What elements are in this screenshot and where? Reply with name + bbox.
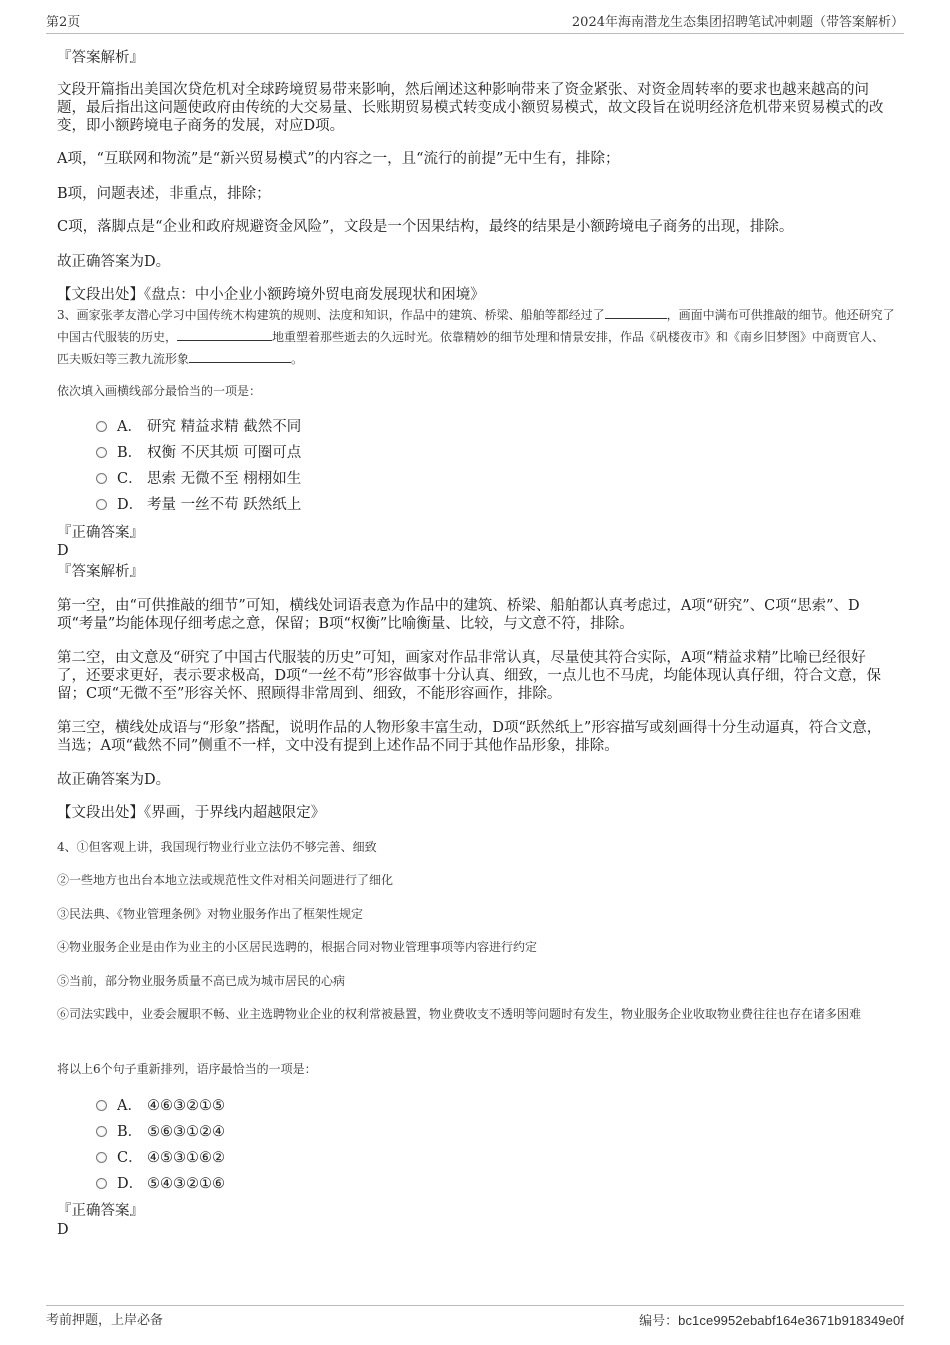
analysis-blank-2: 第二空，由文意及“研究了中国古代服装的历史”可知，画家对作品非常认真，尽量使其符合实际，A项“精益求精”比喻已经很好了，还要求更好，表示要求极高，D项“一丝不苟”形容做事十分认真、细致，一点儿也不马虎，均能体现认真仔细，符合文意，保留；C项“无微不至”形容关怀、照顾得非常周到、细致，不能形容画作，排除。 [57, 650, 881, 702]
question-4-sentence-3: ③民法典、《物业管理条例》对物业服务作出了框架性规定 [57, 907, 364, 921]
footer-slogan: 考前押题，上岸必备 [46, 1313, 164, 1328]
conclusion: 故正确答案为D。 [57, 254, 171, 270]
question-4-sentence-2: ②一些地方也出台本地立法或规范性文件对相关问题进行了细化 [57, 873, 394, 887]
page-header [46, 14, 904, 34]
q3-option-b[interactable]: B． 权衡 不厌其烦 可圈可点 [96, 444, 301, 462]
q4-option-c[interactable]: C． ④⑤③①⑥② [96, 1149, 225, 1167]
radio-icon[interactable] [96, 447, 107, 458]
q3-option-c[interactable]: C． 思索 无微不至 栩栩如生 [96, 470, 301, 488]
analysis-blank-1: 第一空，由“可供推敲的细节”可知，横线处词语表意为作品中的建筑、桥梁、船舶都认真考虑过，A项“研究”、C项“思索”、D项“考量”均能体现仔细考虑之意，保留；B项“权衡”比喻衡量、比较，与文意不符，排除。 [57, 598, 860, 632]
question-4-sentence-1: 4、①但客观上讲，我国现行物业行业立法仍不够完善、细致 [57, 840, 377, 854]
q3-option-a[interactable]: A． 研究 精益求精 截然不同 [96, 418, 301, 436]
source-citation: 【文段出处】《界画，于界线内超越限定》 [57, 805, 326, 821]
analysis-option-c: C项，落脚点是“企业和政府规避资金风险”，文段是一个因果结构，最终的结果是小额跨境电子商务的出现，排除。 [57, 219, 794, 235]
fill-blank [605, 306, 667, 319]
document-title: 2024年海南潜龙生态集团招聘笔试冲刺题（带答案解析） [571, 15, 904, 30]
radio-icon[interactable] [96, 473, 107, 484]
question-3-prompt: 依次填入画横线部分最恰当的一项是： [57, 384, 262, 398]
question-4-prompt: 将以上6个句子重新排列，语序最恰当的一项是： [57, 1062, 317, 1076]
page-number: 第2页 [46, 15, 81, 30]
radio-icon[interactable] [96, 499, 107, 510]
fill-blank [189, 350, 291, 363]
question-4-sentence-6: ⑥司法实践中，业委会履职不畅、业主选聘物业企业的权利常被悬置，物业费收支不透明等问题时有发生，物业服务企业收取物业费往往也存在诸多困难 [57, 1007, 862, 1021]
analysis-tag: 『答案解析』 [57, 50, 144, 66]
question-4-sentence-4: ④物业服务企业是由作为业主的小区居民选聘的，根据合同对物业管理事项等内容进行约定 [57, 940, 538, 954]
analysis-paragraph: 文段开篇指出美国次贷危机对全球跨境贸易带来影响，然后阐述这种影响带来了资金紧张、对资金周转率的要求也越来越高的问题，最后指出这问题使政府由传统的大交易量、长账期贸易模式转变成小额贸易模式，故文段旨在说明经济危机带来贸易模式的改变，即小额跨境电子商务的发展，对应D项。 [57, 82, 884, 134]
question-4-sentence-5: ⑤当前，部分物业服务质量不高已成为城市居民的心病 [57, 974, 346, 988]
correct-answer-tag: 『正确答案』 [57, 1203, 144, 1219]
radio-icon[interactable] [96, 1178, 107, 1189]
page-footer [46, 1305, 904, 1329]
q4-option-d[interactable]: D． ⑤④③②①⑥ [96, 1175, 225, 1193]
correct-answer: D [57, 1222, 69, 1238]
radio-icon[interactable] [96, 1100, 107, 1111]
conclusion: 故正确答案为D。 [57, 772, 171, 788]
analysis-option-b: B项，问题表述，非重点，排除； [57, 186, 271, 202]
radio-icon[interactable] [96, 1152, 107, 1163]
radio-icon[interactable] [96, 421, 107, 432]
analysis-blank-3: 第三空，横线处成语与“形象”搭配，说明作品的人物形象丰富生动，D项“跃然纸上”形容描写或刻画得十分生动逼真，符合文意，当选；A项“截然不同”侧重不一样，文中没有提到上述作品不同于其他作品形象，排除。 [57, 720, 882, 754]
q3-option-d[interactable]: D． 考量 一丝不苟 跃然纸上 [96, 496, 301, 514]
q4-option-b[interactable]: B． ⑤⑥③①②④ [96, 1123, 225, 1141]
fill-blank [177, 328, 272, 341]
analysis-option-a: A项，“互联网和物流”是“新兴贸易模式”的内容之一，且“流行的前提”无中生有，排除； [57, 151, 620, 167]
q4-option-a[interactable]: A． ④⑥③②①⑤ [96, 1097, 225, 1115]
correct-answer: D [57, 543, 69, 559]
radio-icon[interactable] [96, 1126, 107, 1137]
question-3-stem: 3、画家张孝友潜心学习中国传统木构建筑的规则、法度和知识，作品中的建筑、桥梁、船舶等都经过了 ，画面中满布可供推敲的细节。他还研究了中国古代服装的历史， 地重塑着那些逝去的久远时光。依靠精妙的细节处理和情景安排，作品《矾楼夜市》和《南乡旧梦图》中商贾官人、匹夫贩妇等三教九流形象 。 [57, 308, 895, 366]
correct-answer-tag: 『正确答案』 [57, 525, 144, 541]
document-code: 编号：bc1ce9952ebabf164e3671b918349e0f [639, 1313, 904, 1329]
analysis-tag: 『答案解析』 [57, 564, 144, 580]
source-citation: 【文段出处】《盘点：中小企业小额跨境外贸电商发展现状和困境》 [57, 287, 485, 303]
